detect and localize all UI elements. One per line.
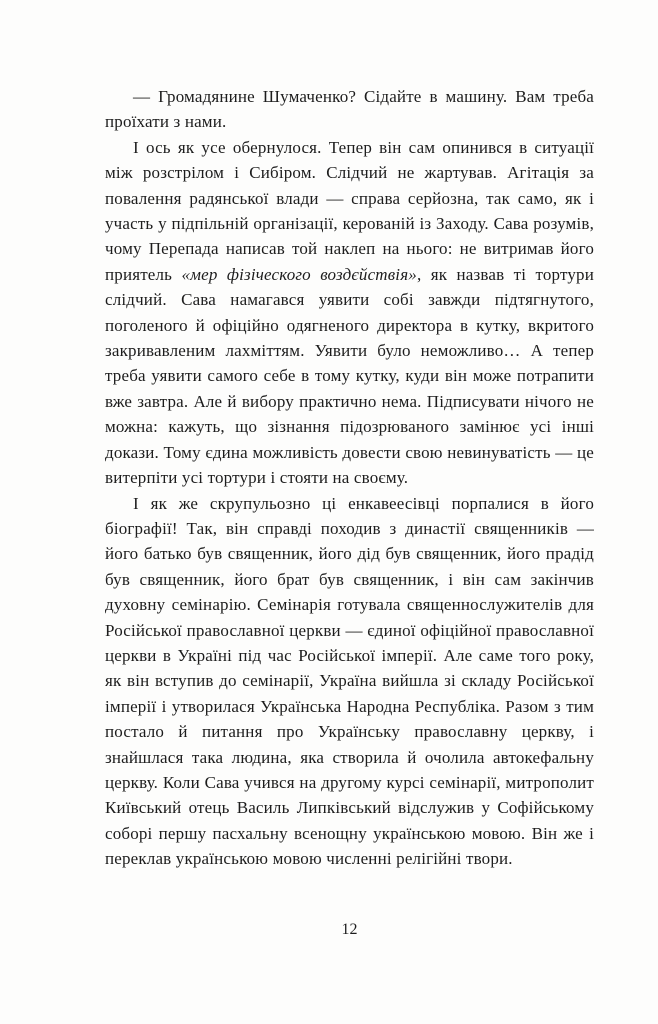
- paragraph-text: — Громадянине Шумаченко? Сідайте в машину. Вам треба проїхати з нами.: [105, 87, 594, 132]
- text-block: [105, 84, 594, 872]
- paragraph-body: [105, 491, 594, 872]
- paragraph-text: І ось як усе обернулося. Тепер він сам опинився в ситуації між розстрілом і Сибіром. Слідчий не жартував. Агітація за повалення радянської влади — справа серйозна, так само, як і участь у підпільній організації, керованій із Заходу. Сава розумів, чому Перепада написав той наклеп на нього: не витримав його приятель: [105, 137, 594, 284]
- paragraph-text: , як назвав ті тортури слідчий. Сава намагався уявити собі завжди підтягнутого, поголеного й офіційно одягненого директора в кутку, вкритого закривавленим лахміттям. Уявити було неможливо… А тепер треба уявити самого себе в тому кутку, куди він може потрапити вже завтра. Але й вибору практично нема. Підписувати нічого не можна: кажуть, що зізнання підозрюваного замінює усі інші докази. Тому єдина можливість довести свою невинуватість — це витерпіти усі тортури і стояти на своєму.: [105, 264, 594, 488]
- page-number: 12: [341, 921, 358, 938]
- paragraph-text: І як же скрупульозно ці енкавеесівці порпалися в його біографії! Так, він справді походив з династії священників — його батько був священник, його дід був священник, його прадід був священник, його брат був священник, і він сам закінчив духовну семінарію. Семінарія готувала священнослужителів для Російської православної церкви — єдиної офіційної православної церкви в Україні під час Російської імперії. Але саме того року, як він вступив до семінарії, Україна вийшла зі складу Російської імперії і утворилася Українська Народна Республіка. Разом з тим постало й питання про Українську православну церкву, і знайшлася така людина, яка створила й очолила автокефальну церкву. Коли Сава учився на другому курсі семінарії, митрополит Київський отець Василь Липківський відслужив у Софійському соборі першу пасхальну всенощну українською мовою. Він же і переклав українською мовою численні релігійні твори.: [105, 493, 594, 869]
- paragraph-dialogue: [105, 84, 594, 135]
- paragraph-text-italic: «мер фізіческого воздєйствія»: [181, 264, 417, 284]
- paragraph-body: [105, 135, 594, 491]
